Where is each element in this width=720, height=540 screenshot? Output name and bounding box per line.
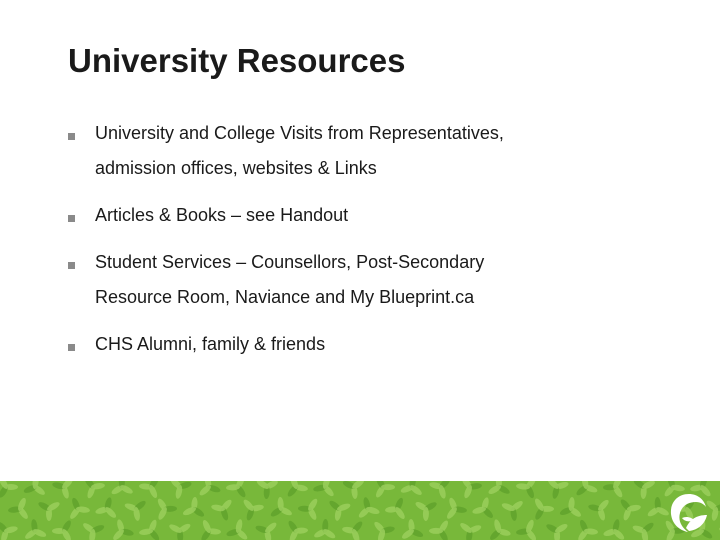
bullet-text (95, 327, 325, 362)
slide-title: University Resources (68, 42, 406, 79)
bullet-text (95, 198, 348, 233)
bullet-line: admission offices, websites & Links (95, 158, 377, 178)
square-bullet-icon (68, 133, 75, 140)
bullet-text (95, 245, 484, 315)
bullet-item (68, 252, 668, 315)
bullet-list (68, 123, 668, 384)
footer-banner (0, 481, 720, 540)
square-bullet-icon (68, 215, 75, 222)
leaf-swirl-logo (664, 488, 714, 538)
bullet-line: Student Services – Counsellors, Post-Secondary (95, 252, 485, 272)
square-bullet-icon (68, 344, 75, 351)
bullet-text (95, 116, 504, 186)
bullet-line: Articles & Books – see Handout (95, 205, 349, 225)
bullet-line: University and College Visits from Representatives, (95, 123, 504, 143)
bullet-line: CHS Alumni, family & friends (95, 334, 326, 354)
bullet-item (68, 123, 668, 186)
bullet-line: Resource Room, Naviance and My Blueprint.ca (95, 287, 475, 307)
leaf-pattern (0, 481, 720, 540)
square-bullet-icon (68, 262, 75, 269)
bullet-item (68, 334, 668, 362)
bullet-item (68, 205, 668, 233)
